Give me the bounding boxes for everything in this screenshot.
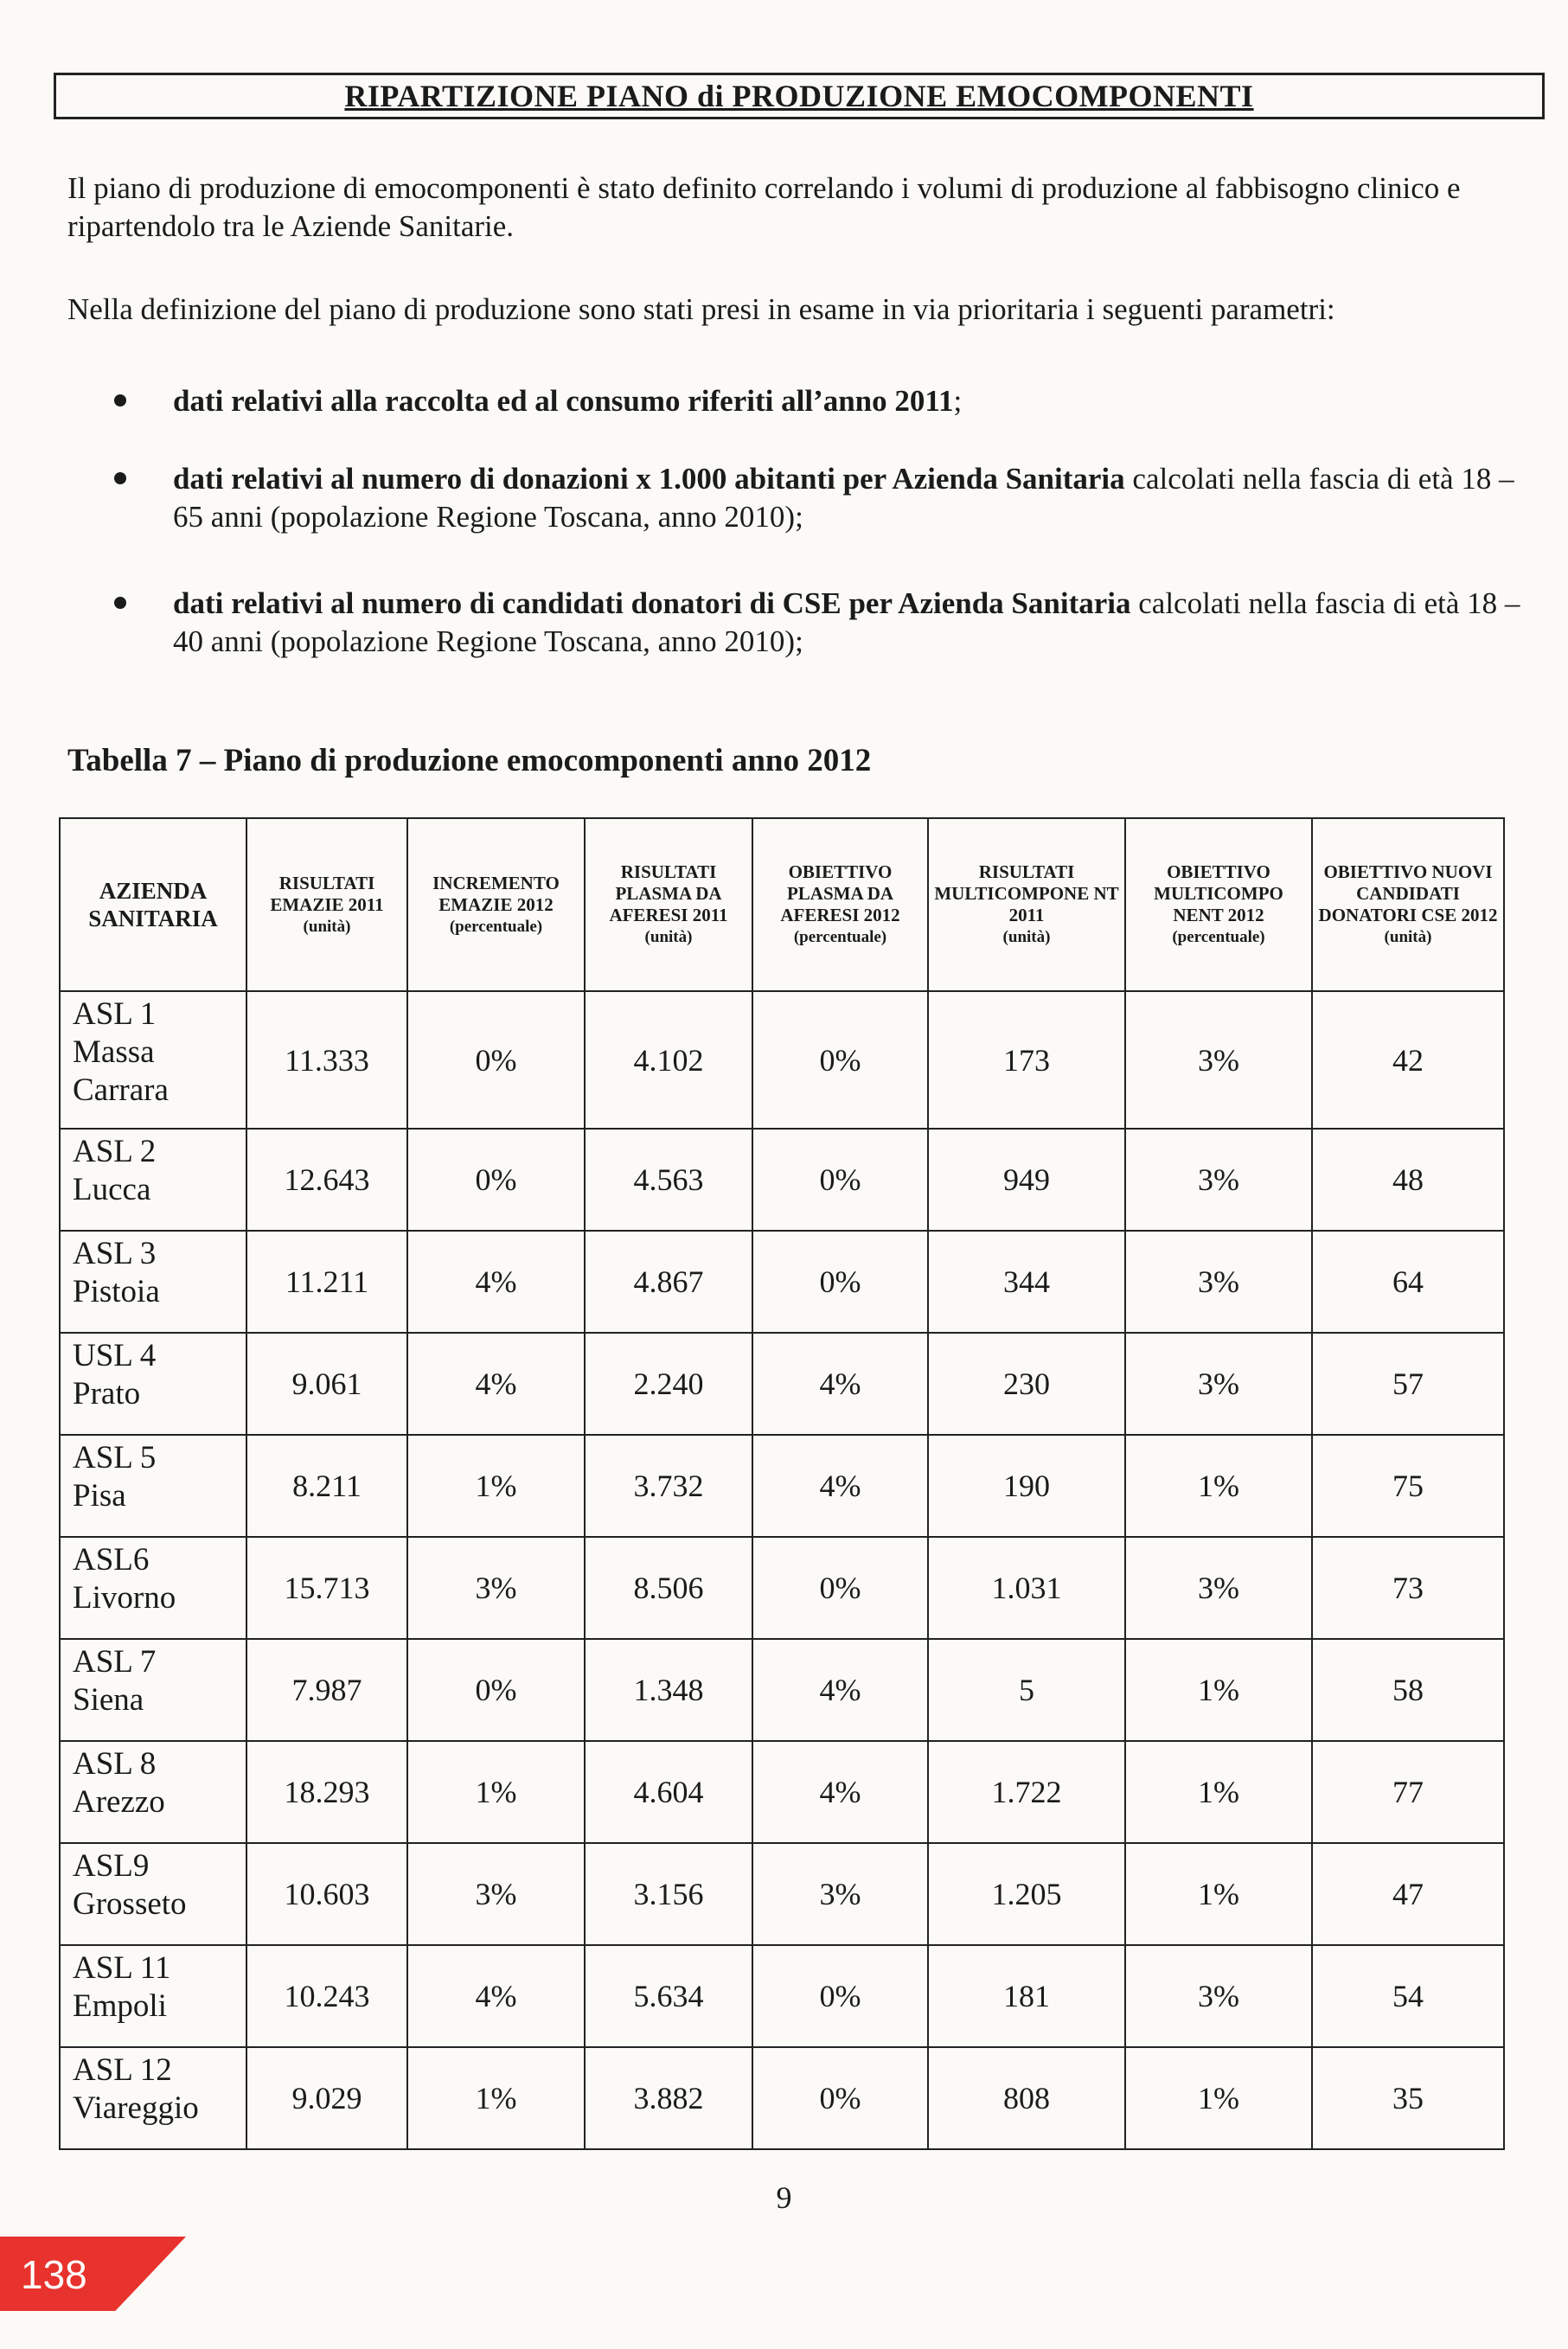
table-cell: 4.563	[585, 1129, 752, 1231]
table-cell: 173	[928, 991, 1125, 1129]
table-cell: 3%	[1125, 991, 1312, 1129]
parameter-rest: calcolati nella fascia di età 18 – 65 anni (popolazione Regione Toscana, anno 2010);	[173, 462, 1514, 534]
table-cell: 1%	[1125, 1843, 1312, 1945]
table-row	[60, 1843, 1504, 1945]
bullet-icon	[114, 472, 126, 484]
azienda-cell	[60, 1537, 246, 1639]
parameter-bold: dati relativi alla raccolta ed al consumo riferiti all’anno 2011	[173, 384, 954, 418]
column-header: OBIETTIVO MULTICOMPO NENT 2012 (percentuale)	[1125, 818, 1312, 991]
table-row	[60, 1639, 1504, 1741]
azienda-code: ASL 12	[73, 2052, 172, 2088]
azienda-code: ASL 2	[73, 1134, 157, 1169]
table-cell: 1%	[407, 1741, 585, 1843]
table-cell: 808	[928, 2047, 1125, 2149]
page-title: RIPARTIZIONE PIANO di PRODUZIONE EMOCOMPONENTI	[344, 79, 1254, 113]
table-header-row	[60, 818, 1504, 991]
azienda-code: USL 4	[73, 1338, 157, 1373]
table-row	[60, 2047, 1504, 2149]
table-cell: 58	[1312, 1639, 1504, 1741]
azienda-code: ASL6	[73, 1542, 150, 1578]
table-cell: 4%	[752, 1639, 928, 1741]
table-cell: 15.713	[246, 1537, 407, 1639]
page-number: 9	[776, 2180, 792, 2215]
table-cell: 11.211	[246, 1231, 407, 1333]
azienda-city: Lucca	[73, 1172, 151, 1207]
azienda-cell	[60, 1843, 246, 1945]
table-row	[60, 1231, 1504, 1333]
table-cell: 9.061	[246, 1333, 407, 1435]
azienda-code: ASL 1	[73, 996, 157, 1032]
table-cell: 3.732	[585, 1435, 752, 1537]
azienda-city: Viareggio	[73, 2090, 199, 2126]
table-cell: 7.987	[246, 1639, 407, 1741]
table-cell: 8.211	[246, 1435, 407, 1537]
table-cell: 3%	[1125, 1537, 1312, 1639]
table-cell: 1%	[1125, 1741, 1312, 1843]
table-caption: Tabella 7 – Piano di produzione emocomponenti anno 2012	[67, 743, 872, 778]
table-cell: 3%	[1125, 1231, 1312, 1333]
table-cell: 48	[1312, 1129, 1504, 1231]
parameter-bold: dati relativi al numero di donazioni x 1.000 abitanti per Azienda Sanitaria	[173, 462, 1125, 496]
table-cell: 1%	[1125, 1639, 1312, 1741]
table-cell: 4%	[752, 1741, 928, 1843]
table-cell: 4.102	[585, 991, 752, 1129]
azienda-cell	[60, 1945, 246, 2047]
table-cell: 949	[928, 1129, 1125, 1231]
table-cell: 10.603	[246, 1843, 407, 1945]
table-cell: 0%	[752, 2047, 928, 2149]
parameter-item	[121, 382, 1531, 420]
table-cell: 1%	[407, 1435, 585, 1537]
table-cell: 3%	[407, 1537, 585, 1639]
table-cell: 4%	[407, 1333, 585, 1435]
azienda-city: Pisa	[73, 1478, 126, 1514]
table-cell: 10.243	[246, 1945, 407, 2047]
parameter-item	[121, 585, 1531, 661]
table-cell: 1%	[407, 2047, 585, 2149]
title-box	[54, 73, 1545, 119]
parameter-rest: ;	[953, 384, 963, 418]
table-cell: 0%	[407, 991, 585, 1129]
table-cell: 42	[1312, 991, 1504, 1129]
table-cell: 0%	[752, 991, 928, 1129]
table-cell: 5	[928, 1639, 1125, 1741]
table-cell: 344	[928, 1231, 1125, 1333]
table-row	[60, 991, 1504, 1129]
table-cell: 4.604	[585, 1741, 752, 1843]
table-cell: 57	[1312, 1333, 1504, 1435]
table-cell: 0%	[752, 1231, 928, 1333]
azienda-code: ASL 5	[73, 1440, 157, 1475]
table-cell: 77	[1312, 1741, 1504, 1843]
table-cell: 4.867	[585, 1231, 752, 1333]
table-cell: 3%	[407, 1843, 585, 1945]
azienda-code: ASL 11	[73, 1950, 171, 1986]
column-header: RISULTATI EMAZIE 2011 (unità)	[246, 818, 407, 991]
bullet-icon	[114, 394, 126, 406]
column-header: AZIENDA SANITARIA	[60, 818, 246, 991]
table-cell: 0%	[407, 1639, 585, 1741]
azienda-cell	[60, 2047, 246, 2149]
azienda-cell	[60, 1231, 246, 1333]
table-cell: 11.333	[246, 991, 407, 1129]
azienda-city: Siena	[73, 1682, 144, 1718]
table-cell: 4%	[752, 1435, 928, 1537]
table-cell: 4%	[407, 1945, 585, 2047]
table-cell: 64	[1312, 1231, 1504, 1333]
azienda-city: Grosseto	[73, 1886, 187, 1922]
table-cell: 5.634	[585, 1945, 752, 2047]
table-cell: 12.643	[246, 1129, 407, 1231]
table-row	[60, 1435, 1504, 1537]
table-cell: 54	[1312, 1945, 1504, 2047]
table-cell: 1.031	[928, 1537, 1125, 1639]
table-cell: 8.506	[585, 1537, 752, 1639]
table-cell: 0%	[752, 1129, 928, 1231]
table-row	[60, 1945, 1504, 2047]
table-cell: 75	[1312, 1435, 1504, 1537]
column-header: RISULTATI PLASMA DA AFERESI 2011 (unità)	[585, 818, 752, 991]
parameter-rest: calcolati nella fascia di età 18 – 40 anni (popolazione Regione Toscana, anno 2010);	[173, 586, 1520, 658]
azienda-city: Empoli	[73, 1988, 167, 2024]
table-row	[60, 1537, 1504, 1639]
corner-page-number: 138	[21, 2252, 87, 2297]
azienda-cell	[60, 1741, 246, 1843]
table-cell: 1%	[1125, 1435, 1312, 1537]
azienda-city: Massa Carrara	[73, 1034, 169, 1108]
table-cell: 35	[1312, 2047, 1504, 2149]
azienda-code: ASL 7	[73, 1644, 157, 1680]
table-cell: 181	[928, 1945, 1125, 2047]
column-header: RISULTATI MULTICOMPONE NT 2011 (unità)	[928, 818, 1125, 991]
parameter-bold: dati relativi al numero di candidati donatori di CSE per Azienda Sanitaria	[173, 586, 1131, 620]
table-cell: 1.348	[585, 1639, 752, 1741]
table-cell: 230	[928, 1333, 1125, 1435]
table-cell: 1.205	[928, 1843, 1125, 1945]
parameter-item	[121, 460, 1531, 536]
table-cell: 4%	[407, 1231, 585, 1333]
table-cell: 3%	[1125, 1945, 1312, 2047]
intro-paragraph-1: Il piano di produzione di emocomponenti è stato definito correlando i volumi di produzione al fabbisogno clinico e ripartendolo tra le Aziende Sanitarie.	[67, 171, 1461, 243]
azienda-cell	[60, 1435, 246, 1537]
table-cell: 3.156	[585, 1843, 752, 1945]
table-cell: 4%	[752, 1333, 928, 1435]
azienda-cell	[60, 1333, 246, 1435]
column-header: INCREMENTO EMAZIE 2012 (percentuale)	[407, 818, 585, 991]
azienda-city: Prato	[73, 1376, 141, 1411]
table-cell: 0%	[752, 1537, 928, 1639]
table-cell: 2.240	[585, 1333, 752, 1435]
intro-paragraph-2: Nella definizione del piano di produzione sono stati presi in esame in via prioritaria i seguenti parametri:	[67, 292, 1335, 326]
table-cell: 3%	[1125, 1333, 1312, 1435]
table-row	[60, 1741, 1504, 1843]
table-row	[60, 1129, 1504, 1231]
azienda-code: ASL9	[73, 1848, 150, 1884]
table-cell: 0%	[752, 1945, 928, 2047]
azienda-city: Livorno	[73, 1580, 176, 1616]
azienda-city: Arezzo	[73, 1784, 165, 1820]
table-cell: 190	[928, 1435, 1125, 1537]
table-cell: 1.722	[928, 1741, 1125, 1843]
column-header: OBIETTIVO PLASMA DA AFERESI 2012 (percentuale)	[752, 818, 928, 991]
table-cell: 1%	[1125, 2047, 1312, 2149]
table-cell: 3%	[1125, 1129, 1312, 1231]
table-cell: 9.029	[246, 2047, 407, 2149]
table-cell: 73	[1312, 1537, 1504, 1639]
azienda-code: ASL 8	[73, 1746, 157, 1782]
table-cell: 3%	[752, 1843, 928, 1945]
table-cell: 3.882	[585, 2047, 752, 2149]
column-header: OBIETTIVO NUOVI CANDIDATI DONATORI CSE 2012 (unità)	[1312, 818, 1504, 991]
bullet-icon	[114, 597, 126, 609]
azienda-code: ASL 3	[73, 1236, 157, 1271]
azienda-city: Pistoia	[73, 1274, 160, 1309]
azienda-cell	[60, 991, 246, 1129]
table-cell: 47	[1312, 1843, 1504, 1945]
azienda-cell	[60, 1639, 246, 1741]
table-cell: 0%	[407, 1129, 585, 1231]
table-row	[60, 1333, 1504, 1435]
azienda-cell	[60, 1129, 246, 1231]
production-table	[59, 817, 1505, 2150]
table-cell: 18.293	[246, 1741, 407, 1843]
